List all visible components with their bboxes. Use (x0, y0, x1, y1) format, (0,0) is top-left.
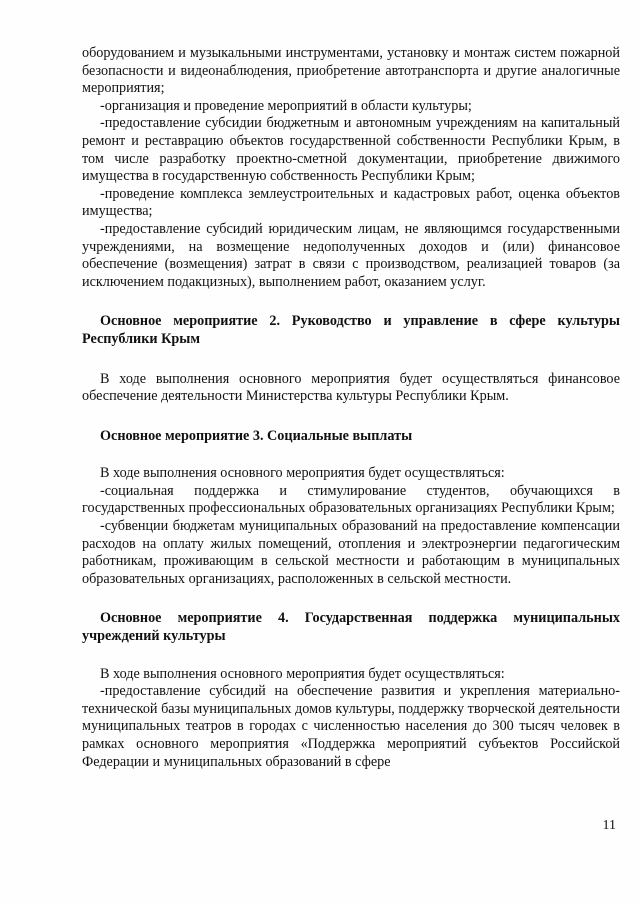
spacer (82, 646, 620, 666)
spacer (82, 406, 620, 428)
paragraph-intro-3: В ходе выполнения основного мероприятия будет осуществляться: (100, 465, 505, 482)
list-item-student-support: -социальная поддержка и стимулирование студентов, обучающихся в государственных профессиональных образовательных организациях Республики Крым; (82, 482, 620, 517)
section-heading-4: Основное мероприятие 4. Государственная поддержка муниципальных учреждений культуры (82, 610, 620, 645)
section-heading-3: Основное мероприятие 3. Социальные выплаты (100, 427, 413, 444)
spacer (82, 349, 620, 371)
page-number: 11 (602, 818, 616, 833)
list-item-events: -организация и проведение мероприятий в области культуры; (100, 97, 472, 114)
spacer (82, 588, 620, 610)
spacer (82, 291, 620, 313)
paragraph-intro-4: В ходе выполнения основного мероприятия будет осуществляться: (100, 665, 505, 682)
list-item-subsidy-legal-entities: -предоставление субсидий юридическим лицам, не являющимся государственными учреждениями, на возмещение недополученных доходов и (или) финансовое обеспечение (возмещения) затрат в связи с производством, реализацией товаров (за исключением подакцизных), выполнением работ, оказанием услуг. (82, 220, 620, 290)
list-item-cadastral-works: -проведение комплекса землеустроительных и кадастровых работ, оценка объектов имущества; (82, 185, 620, 220)
page-body (82, 45, 620, 771)
spacer (82, 445, 620, 465)
paragraph-ministry-funding: В ходе выполнения основного мероприятия будет осуществляться финансовое обеспечение деятельности Министерства культуры Республики Крым. (82, 370, 620, 405)
paragraph-equipment: оборудованием и музыкальными инструментами, установку и монтаж систем пожарной безопасности и видеонаблюдения, приобретение автотранспорта и другие аналогичные мероприятия; (82, 45, 620, 97)
section-heading-2: Основное мероприятие 2. Руководство и управление в сфере культуры Республики Крым (82, 313, 620, 347)
list-item-subventions: -субвенции бюджетам муниципальных образований на предоставление компенсации расходов на оплату жилых помещений, отопления и электроэнергии педагогическим работникам, проживающим в сельской местности и работающим в муниципальных образовательных организациях, расположенных в сельской местности. (82, 518, 620, 587)
list-item-subsidy-repair: -предоставление субсидии бюджетным и автономным учреждениям на капитальный ремонт и реставрацию объектов государственной собственности Республики Крым, в том числе разработку проектно-сметной документации, приобретение движимого имущества в государственную собственность Республики Крым; (82, 115, 620, 185)
list-item-culture-houses: -предоставление субсидий на обеспечение развития и укрепления материально-технической базы муниципальных домов культуры, поддержку творческой деятельности муниципальных театров в городах с численностью населения до 300 тысяч человек в рамках основного мероприятия «Поддержка мероприятий субъектов Российской Федерации и муниципальных образований в сфере (82, 683, 620, 770)
